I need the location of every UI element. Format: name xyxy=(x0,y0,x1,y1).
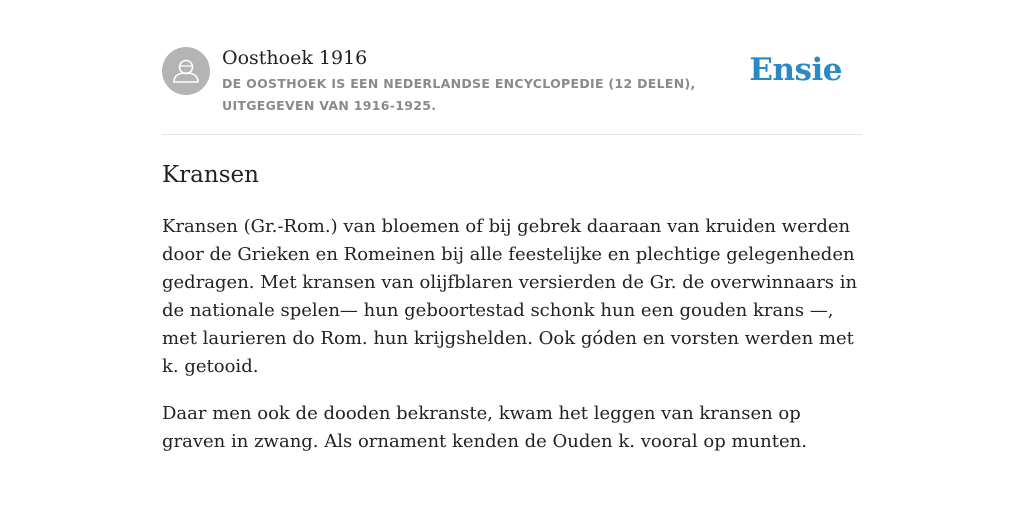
entry-paragraph: Kransen (Gr.-Rom.) van bloemen of bij gebrek daaraan van kruiden werden door de Grieken en Romeinen bij alle feestelijke en plechtige gelegenheden gedragen. Met kransen van olijfblaren versierden de Gr. de overwinnaars in de nationale spelen— hun geboortestad schonk hun een gouden krans —, met laurieren do Rom. hun krijgshelden. Ook góden en vorsten werden met k. getooid. xyxy=(162,216,858,377)
ensie-logo[interactable]: Ensie xyxy=(749,52,842,88)
page xyxy=(162,0,862,475)
source-title[interactable]: Oosthoek 1916 xyxy=(222,47,368,69)
source-header xyxy=(162,0,862,135)
entry-title: Kransen xyxy=(162,162,259,188)
entry-body xyxy=(162,213,862,456)
source-info xyxy=(222,46,762,117)
source-description: DE OOSTHOEK IS EEN NEDERLANDSE ENCYCLOPEDIE (12 DELEN), UITGEGEVEN VAN 1916-1925. xyxy=(222,76,696,113)
avatar[interactable] xyxy=(162,47,210,95)
entry-paragraph: Daar men ook de dooden bekranste, kwam het leggen van kransen op graven in zwang. Als ornament kenden de Ouden k. vooral op munten. xyxy=(162,403,807,452)
user-silhouette-icon xyxy=(162,47,210,95)
